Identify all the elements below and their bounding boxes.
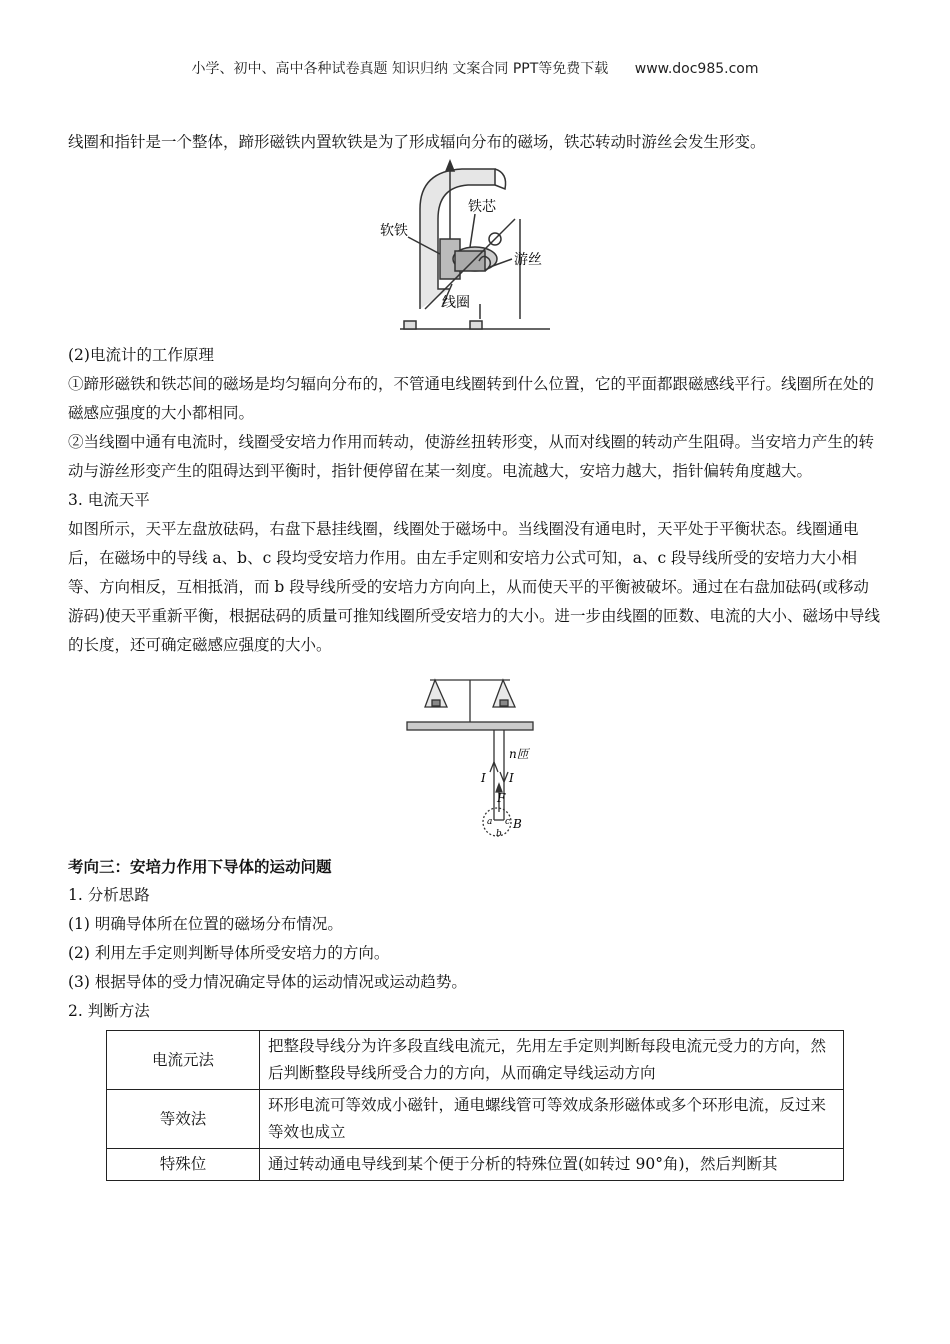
intro-paragraph: 线圈和指针是一个整体，蹄形磁铁内置软铁是为了形成辐向分布的磁场，铁芯转动时游丝会发生形变。 xyxy=(68,133,766,151)
method-name: 等效法 xyxy=(107,1090,260,1149)
table-row xyxy=(107,1149,844,1181)
table-row xyxy=(107,1090,844,1149)
label-force: F xyxy=(497,791,506,805)
label-coil: 线圈 xyxy=(442,295,470,311)
principle-point-2: ②当线圈中通有电流时，线圈受安培力作用而转动，使游丝扭转形变，从而对线圈的转动产生阻碍。当安培力产生的转动与游丝形变产生的阻碍达到平衡时，指针便停留在某一刻度。电流越大，安培力越大，指针偏转角度越大。 xyxy=(68,433,875,480)
header-text: 小学、初中、高中各种试卷真题 知识归纳 文案合同 PPT等免费下载 xyxy=(191,61,609,77)
label-n-turns: n匝 xyxy=(509,747,529,761)
section3-step-1: (1) 明确导体所在位置的磁场分布情况。 xyxy=(68,915,343,933)
section3-step-3: (3) 根据导体的受力情况确定导体的运动情况或运动趋势。 xyxy=(68,973,467,991)
method-name: 电流元法 xyxy=(107,1031,260,1090)
label-a: a xyxy=(487,817,493,827)
label-hairspring: 游丝 xyxy=(514,252,542,268)
label-field: B xyxy=(513,817,522,831)
label-b: b xyxy=(496,829,502,839)
label-iron-core: 铁芯 xyxy=(468,199,496,215)
method-name: 特殊位 xyxy=(107,1149,260,1181)
page-header xyxy=(0,58,950,78)
method-desc: 通过转动通电导线到某个便于分析的特殊位置(如转过 90°角)，然后判断其 xyxy=(260,1149,844,1181)
principle-title: (2)电流计的工作原理 xyxy=(68,346,214,364)
principle-point-1: ①蹄形磁铁和铁芯间的磁场是均匀辐向分布的，不管通电线圈转到什么位置，它的平面都跟磁感线平行。线圈所在处的磁感应强度的大小都相同。 xyxy=(68,375,875,422)
document-body xyxy=(68,128,882,1181)
section3-title: 考向三：安培力作用下导体的运动问题 xyxy=(68,857,332,876)
table-row xyxy=(107,1031,844,1090)
header-url[interactable]: www.doc985.com xyxy=(634,61,759,77)
label-current-left: I xyxy=(481,771,486,785)
methods-table xyxy=(106,1030,844,1181)
current-balance-figure xyxy=(405,672,545,848)
label-c: c xyxy=(505,817,511,827)
method-desc: 环形电流可等效成小磁针，通电螺线管可等效成条形磁体或多个环形电流，反过来等效也成立 xyxy=(260,1090,844,1149)
method-desc: 把整段导线分为许多段直线电流元，先用左手定则判断每段电流元受力的方向，然后判断整段导线所受合力的方向，从而确定导线运动方向 xyxy=(260,1031,844,1090)
balance-text: 如图所示，天平左盘放砝码，右盘下悬挂线圈，线圈处于磁场中。当线圈没有通电时，天平处于平衡状态。线圈通电后，在磁场中的导线 a、b、c 段均受安培力作用。由左手定则和安培力公式可知，a、c 段导线所受的安培力大小相等、方向相反，互相抵消，而 b 段导线所受的安培力方向向上，从而使天平的平衡被破坏。通过在右盘加砝码(或移动游码)使天平重新平衡，根据砝码的质量可推知线圈所受安培力的大小。进一步由线圈的匝数、电流的大小、磁场中导线的长度，还可确定磁感应强度的大小。 xyxy=(68,520,881,654)
section3-sub1: 1. 分析思路 xyxy=(68,886,150,904)
galvanometer-figure xyxy=(380,159,570,341)
label-soft-iron: 软铁 xyxy=(380,223,408,239)
balance-title: 3. 电流天平 xyxy=(68,491,150,509)
label-current-right: I xyxy=(509,771,514,785)
section3-step-2: (2) 利用左手定则判断导体所受安培力的方向。 xyxy=(68,944,390,962)
section3-sub2: 2. 判断方法 xyxy=(68,1002,150,1020)
